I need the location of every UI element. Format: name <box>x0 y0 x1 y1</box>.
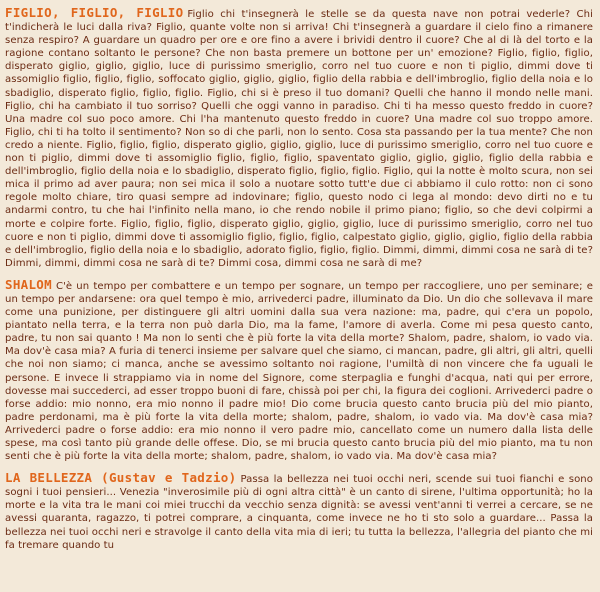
song-title: SHALOM <box>5 276 52 292</box>
lyrics-page <box>5 6 593 590</box>
song-title: FIGLIO, FIGLIO, FIGLIO <box>5 6 184 20</box>
song-figlio <box>5 6 593 270</box>
song-shalom <box>5 278 593 463</box>
song-title: LA BELLEZZA (Gustav e Tadzio) <box>5 470 237 486</box>
song-lyrics: Figlio chi t'insegnerà le stelle se da questa nave non potrai vederle? Chi t'indicherà le luci dalla riva? Figlio, quante volte non si arriva! Chi t'insegnerà a guardare il cielo fino a rimanere senza respiro? A guardare un quadro per ore e ore fino a avere i brividi dentro il cuore? Che al di là del torto e la ragione contano soltanto le persone? Che non basta premere un bottone per un' emozione? Figlio, figlio, figlio, disperato giglio, giglio, giglio, luce di purissimo smeriglio, corro nel tuo cuore e non ti piglio, dimmi dove ti assomiglio figlio, figlio, figlio, soffocato giglio, giglio, giglio, figlio della rabbia e dell'imbroglio, figlio della noia e lo sbadiglio, disperato figlio, figlio, figlio. Figlio, chi si è preso il tuo domani? Quelli che hanno il mondo nelle mani. Figlio, chi ha cambiato il tuo sorriso? Quelli che oggi vanno in paradiso. Chi ti ha messo questo freddo in cuore? Una madre col suo poco amore. Chi l'ha mantenuto questo freddo in cuore? Una madre col suo troppo amore. Figlio, chi ti ha tolto il sentimento? Non so di che parli, non lo sento. Cosa sta passando per la tua mente? Che non credo a niente. Figlio, figlio, figlio, disperato giglio, giglio, giglio, luce di purissimo smeriglio, corro nel tuo cuore e non ti piglio, dimmi dove ti assomiglio figlio, figlio, figlio, spaventato giglio, giglio, giglio, figlio della rabbia e dell'imbroglio, figlio della noia e lo sbadiglio, disperato figlio, figlio, figlio. Figlio, qui la notte è molto scura, non sei mica il primo ad aver paura; non sei mica il solo a nuotare sotto tutt'e due ci abbiamo il culo rotto: non ci sono regole molto chiare, tiro quasi sempre ad indovinare; figlio, questo nodo ci lega al mondo: devo dirti no e tu andarmi contro, tu che hai l'infinito nella mano, io che rendo nobile il primo piano; figlio, so che devi colpirmi a morte e colpire forte. Figlio, figlio, figlio, disperato giglio, giglio, giglio, luce di purissimo smeriglio, corro nel tuo cuore e non ti piglio, dimmi dove ti assomiglio figlio, figlio, figlio, calpestato giglio, giglio, giglio, figlio della rabbia e dell'imbroglio, figlio della noia e lo sbadiglio, adorato figlio, figlio, figlio. Dimmi, dimmi, dimmi cosa ne sarà di te? Dimmi, dimmi, dimmi cosa ne sarà di te? Dimmi cosa, dimmi cosa ne sarà di me? <box>5 9 593 269</box>
song-la-bellezza <box>5 471 593 552</box>
song-lyrics: Passa la bellezza nei tuoi occhi neri, scende sui tuoi fianchi e sono sogni i tuoi pensieri... Venezia "inverosimile più di ogni altra città" è un canto di sirene, l'ultima opportunità; ho la morte e la vita tra le mani coi miei trucchi da vecchio senza dignità: se avessi vent'anni ti verrei a cercare, se ne avessi quaranta, ragazzo, ti potrei comprare, a cinquanta, come invece ne ho ti sto solo a guardare... Passa la bellezza nei tuoi occhi neri e stravolge il canto della vita mia di ieri; tu tutta la bellezza, l'allegria del pianto che mi fa tremare quando tu <box>5 474 593 551</box>
song-lyrics: C'è un tempo per combattere e un tempo per sognare, un tempo per raccogliere, uno per seminare; e un tempo per andarsene: ora quel tempo è mio, arrivederci padre, illuminato da Dio. Un dio che sollevava il mare come una punizione, per distinguere gli altri uomini dalla sua vera nazione: ma, padre, qui c'era un popolo, piantato nella terra, e la terra non può darla Dio, ma la fame, l'amore di averla. Come mi pesa questo canto, padre, tu non sai quanto ! Ma non lo senti che è più forte la vita della morte? Shalom, padre, shalom, io vado via. Ma dov'è casa mia? A furia di tenerci insieme per salvare quel che siamo, ci mancan, padre, gli altri, gli altri, quelli che noi non siamo; ci manca, anche se avessimo soltanto noi ragione, l'umiltà di non vincere che fa uguali le persone. E invece li strappiamo via in nome del Signore, come sterpaglia e funghi d'acqua, nati qui per errore, dovesse mai succederci, ad esser troppo buoni di fare, chissà poi per chi, la figura dei coglioni. Arrivederci padre o forse addio: mio nonno, era mio nonno il padre mio! Dio come brucia questo canto brucia più del mio pianto, padre perdonami, ma è più forte la vita della morte; shalom, padre, shalom, io vado via. Ma dov'è casa mia? Arrivederci padre o forse addio: era mio nonno il vero padre mio, cancellato come un numero dalla lista delle spese, ma così tanto più grande delle offese. Dio, se mi brucia questo canto brucia più del mio pianto, ma tu non senti che è più forte la vita della morte; shalom, padre, shalom, io vado via. Ma dov'è casa mia? <box>5 280 593 463</box>
